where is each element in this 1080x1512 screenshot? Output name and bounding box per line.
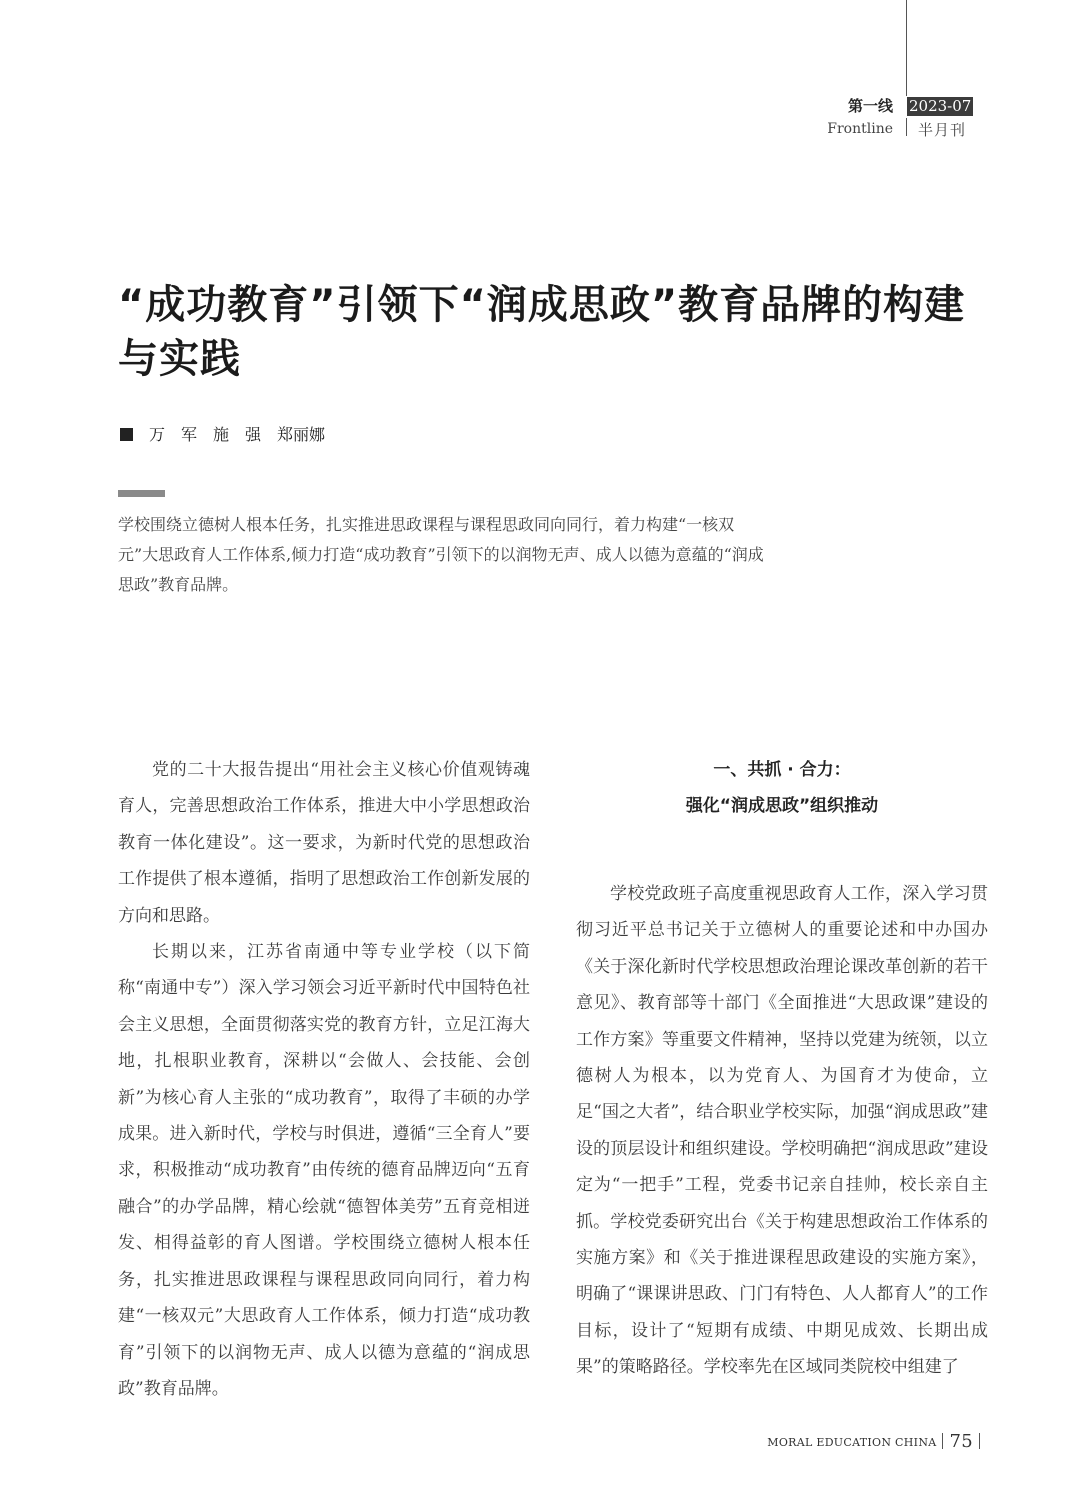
column-name-en: Frontline bbox=[827, 121, 893, 137]
abstract: 学校围绕立德树人根本任务，扎实推进思政课程与课程思政同向同行，着力构建“一核双元”大思政育人工作体系,倾力打造“成功教育”引领下的以润物无声、成人以德为意蕴的“润成思政”教育品牌。 bbox=[118, 515, 764, 594]
footer-divider-end bbox=[979, 1433, 980, 1449]
issue-badge: 2023-07 bbox=[909, 97, 972, 115]
header-vertical-rule bbox=[906, 0, 907, 96]
author-names: 万 军 施 强 郑丽娜 bbox=[149, 425, 326, 444]
author-line bbox=[120, 425, 325, 445]
header-separator bbox=[906, 118, 907, 136]
body-paragraph: 长期以来，江苏省南通中等专业学校（以下简称“南通中专”）深入学习领会习近平新时代中国特色社会主义思想，全面贯彻落实党的教育方针，立足江海大地，扎根职业教育，深耕以“会做人、会技能、会创新”为核心育人主张的“成功教育”，取得了丰硕的办学成果。进入新时代，学校与时俱进，遵循“三全育人”要求，积极推动“成功教育”由传统的德育品牌迈向“五育融合”的办学品牌，精心绘就“德智体美劳”五育竞相迸发、相得益彰的育人图谱。学校围绕立德树人根本任务，扎实推进思政课程与课程思政同向同行，着力构建“一核双元”大思政育人工作体系，倾力打造“成功教育”引领下的以润物无声、成人以德为意蕴的“润成思政”教育品牌。 bbox=[118, 942, 530, 1399]
section-spacer bbox=[576, 824, 988, 876]
body-column-left bbox=[118, 752, 530, 1407]
section-heading-line-2: 强化“润成思政”组织推动 bbox=[685, 796, 879, 816]
page-number: 75 bbox=[949, 1431, 973, 1452]
periodicity-label: 半月刊 bbox=[918, 121, 967, 139]
body-column-right bbox=[576, 752, 988, 1386]
article-title: “成功教育”引领下“润成思政”教育品牌的构建与实践 bbox=[118, 282, 966, 382]
journal-name: MORAL EDUCATION CHINA bbox=[767, 1436, 937, 1449]
column-name: 第一线 bbox=[847, 97, 893, 115]
abstract-marker-bar bbox=[118, 490, 165, 497]
footer-divider bbox=[942, 1433, 943, 1449]
body-paragraph: 党的二十大报告提出“用社会主义核心价值观铸魂育人，完善思想政治工作体系，推进大中小学思想政治教育一体化建设”。这一要求，为新时代党的思想政治工作提供了根本遵循，指明了思想政治工作创新发展的方向和思路。 bbox=[118, 760, 530, 926]
square-bullet-icon bbox=[120, 428, 133, 441]
header-column-block bbox=[827, 96, 893, 140]
body-paragraph: 学校党政班子高度重视思政育人工作，深入学习贯彻习近平总书记关于立德树人的重要论述和中办国办《关于深化新时代学校思想政治理论课改革创新的若干意见》、教育部等十部门《全面推进“大思政课”建设的工作方案》等重要文件精神，坚持以党建为统领，以立德树人为根本，以为党育人、为国育才为使命，立足“国之大者”，结合职业学校实际，加强“润成思政”建设的顶层设计和组织建设。学校明确把“润成思政”建设定为“一把手”工程，党委书记亲自挂帅，校长亲自主抓。学校党委研究出台《关于构建思想政治工作体系的实施方案》和《关于推进课程思政建设的实施方案》，明确了“课课讲思政、门门有特色、人人都育人”的工作目标，设计了“短期有成绩、中期见成效、长期出成果”的策略路径。学校率先在区域同类院校中组建了 bbox=[576, 884, 988, 1378]
section-heading-line-1: 一、共抓 · 合力： bbox=[713, 760, 851, 780]
page-footer bbox=[767, 1430, 986, 1455]
